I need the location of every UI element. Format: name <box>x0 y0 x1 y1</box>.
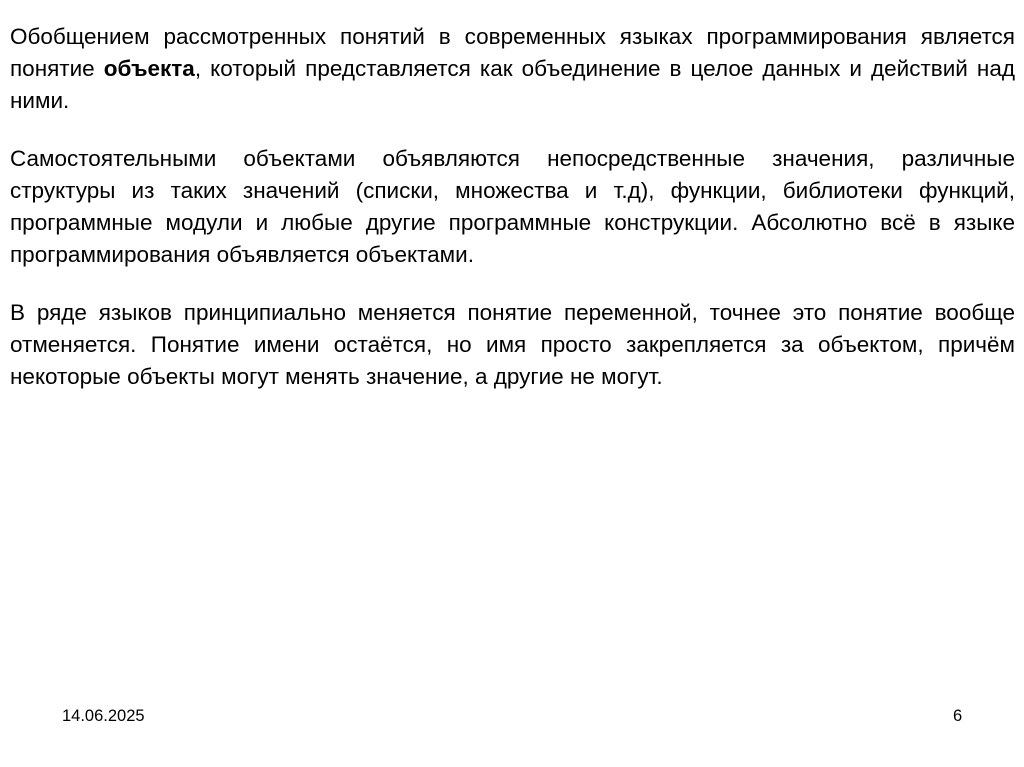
paragraph-variables-concept: В ряде языков принципиально меняется понятие переменной, точнее это понятие вообще отменяется. Понятие имени остаётся, но имя просто закрепляется за объектом, причём некоторые объекты могут менять значение, а другие не могут. <box>10 300 1015 389</box>
page-number: 6 <box>953 707 963 725</box>
paragraph-object-definition-start: Обобщением рассмотренных понятий в современных языках программирования является понятие <box>10 24 1015 81</box>
paragraph-object-definition-end: , который представляется как объединение в целое данных и действий над ними. <box>10 56 1015 113</box>
paragraph-independent-objects: Самостоятельными объектами объявляются непосредственные значения, различные структуры из таких значений (списки, множества и т.д), функции, библиотеки функций, программные модули и любые другие программные конструкции. Абсолютно всё в языке программирования объявляется объектами. <box>10 146 1015 267</box>
term-object-bold: объекта <box>103 56 195 81</box>
slide-body <box>10 21 1015 419</box>
paragraph-object-definition <box>10 21 1015 117</box>
footer-date: 14.06.2025 <box>62 707 145 725</box>
